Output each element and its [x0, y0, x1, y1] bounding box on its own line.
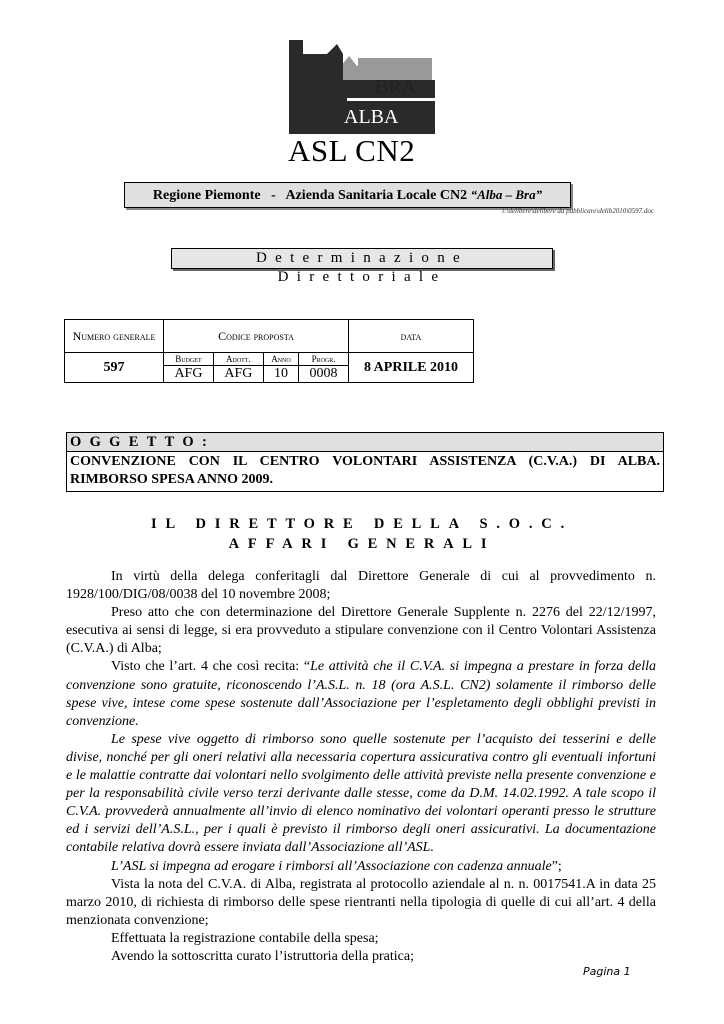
header-progr: Progr. — [299, 353, 349, 366]
numero-generale-value: 597 — [65, 353, 164, 383]
page-number: Pagina 1 — [583, 965, 631, 978]
header-data: data — [349, 320, 474, 353]
progr-value: 0008 — [299, 366, 349, 383]
oggetto-box — [66, 432, 664, 492]
anno-value: 10 — [263, 366, 298, 383]
data-value: 8 APRILE 2010 — [349, 353, 474, 383]
info-table — [64, 319, 474, 383]
oggetto-label: OGGETTO: — [67, 433, 663, 452]
header-anno: Anno — [263, 353, 298, 366]
paragraph-nota-cva: Vista la nota del C.V.A. di Alba, registrata al protocollo aziendale al n. n. 0017541.A in data 25 marzo 2010, di richiesta di rimborso delle spese rientranti nella tipologia di quelle di cui all’art. 4 della menzionata convenzione; — [66, 876, 656, 928]
region-quote: “Alba – Bra” — [470, 187, 543, 202]
director-title: IL DIRETTORE DELLA S.O.C. — [151, 516, 573, 532]
header-numero-generale: Numero generale — [65, 320, 164, 353]
oggetto-text: CONVENZIONE CON IL CENTRO VOLONTARI ASSISTENZA (C.V.A.) DI ALBA. RIMBORSO SPESA ANNO 2009. — [70, 454, 660, 487]
region-title: Regione Piemonte - Azienda Sanitaria Locale CN2 — [152, 188, 468, 203]
header-adott: Adott. — [213, 353, 263, 366]
document-body — [66, 568, 656, 966]
file-path: i:\delibere\delibere da pubblicare\delib2010\0597.doc — [502, 207, 654, 215]
paragraph-delega: In virtù della delega conferitagli dal Direttore Generale di cui al provvedimento n. 1928/100/DIG/08/0038 del 10 novembre 2008; — [66, 569, 656, 603]
paragraph-preso-atto: Preso atto che con determinazione del Direttore Generale Supplente n. 2276 del 22/12/1997, esecutiva ai sensi di legge, si era provveduto a stipulare convenzione con il Centro Volontari Assistenza (C.V.A.) di Alba; — [66, 605, 656, 657]
paragraph-istruttoria: Avendo la sottoscritta curato l’istruttoria della pratica; — [111, 948, 414, 964]
header-codice-proposta: Codice proposta — [164, 320, 349, 353]
paragraph-spese-vive: Le spese vive oggetto di rimborso sono quelle sostenute per l’acquisto dei tesserini e delle divise, nonché per gli oneri relativi alla necessaria copertura assicurativa contro gli eventuali infortuni e le malattie contratte dai volontari nello svolgimento delle attività previste nella presente convenzione e per la responsabilità civile verso terzi derivante dalle stesse, come da D.M. 14.02.1992. A tale scopo il C.V.A. provvederà annualmente all’invio di elenco nominativo dei volontari operanti presso le strutture ed i servizi dell’A.S.L., per i quali è previsto il rimborso degli oneri assicurativi. La documentazione contabile relativa dovrà essere inviata dall’Associazione all’ASL. — [66, 731, 656, 856]
region-header — [124, 182, 571, 208]
document-type-box: Determinazione Direttoriale — [171, 248, 553, 269]
logo-bra-text: BRA — [375, 76, 417, 98]
paragraph-rimborsi: L’ASL si impegna ad erogare i rimborsi all’Associazione con cadenza annuale”; — [111, 858, 562, 874]
header-budget: Budget — [164, 353, 214, 366]
budget-value: AFG — [164, 366, 214, 383]
paragraph-registrazione: Effettuata la registrazione contabile della spesa; — [111, 930, 379, 946]
logo-main-text: ASL CN2 — [288, 133, 416, 168]
adott-value: AFG — [213, 366, 263, 383]
director-office: AFFARI GENERALI — [228, 536, 496, 552]
paragraph-visto: Visto che l’art. 4 che così recita: “Le attività che il C.V.A. si impegna a prestare in forza della convenzione sono gratuite, riconoscendo l’A.S.L. n. 18 (ora A.S.L. CN2) solamente il rimborso delle spese vive, intese come spese sostenute dall’Associazione per l’espletamento degli obblighi previsti in convenzione. — [66, 659, 656, 729]
logo-alba-text: ALBA — [344, 106, 399, 128]
